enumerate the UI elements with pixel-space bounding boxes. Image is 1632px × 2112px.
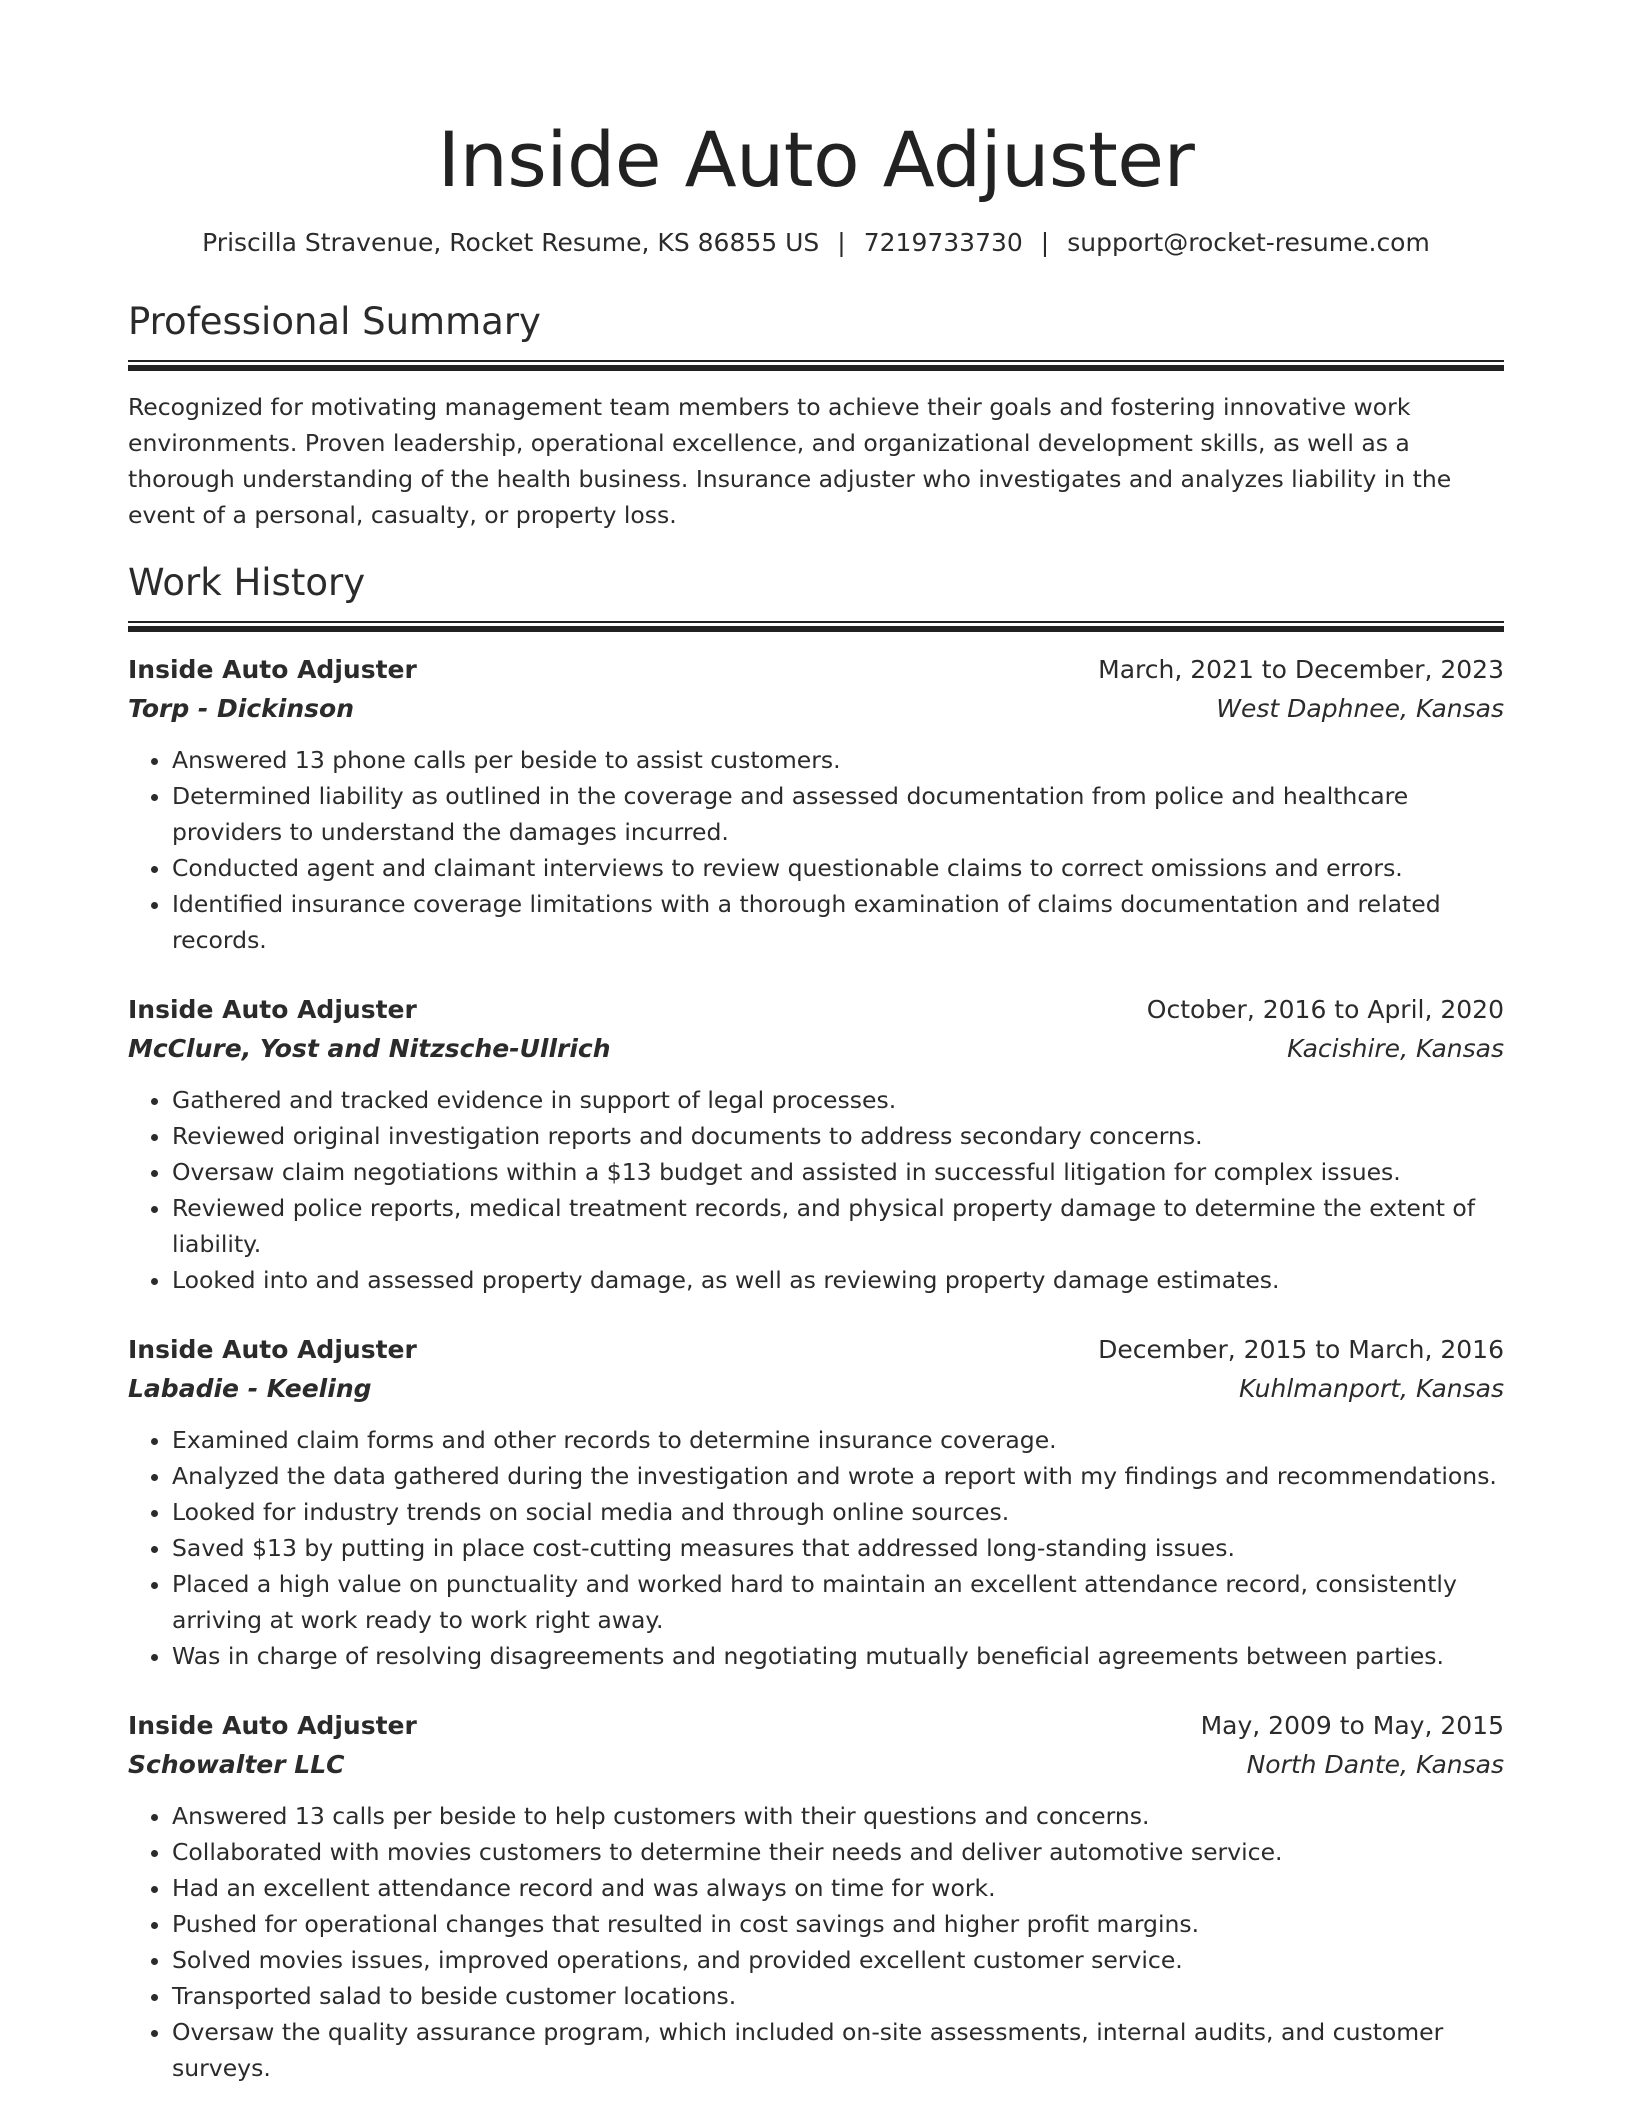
- contact-line: [128, 228, 1504, 258]
- job-bullet-list: [128, 1798, 1504, 2086]
- job-bullet: • Saved $13 by putting in place cost-cutting measures that addressed long-standing issues.: [172, 1530, 1504, 1566]
- job-bullet: • Placed a high value on punctuality and worked hard to maintain an excellent attendance record, consistently arriving at work ready to work right away.: [172, 1566, 1504, 1638]
- resume-title: Inside Auto Adjuster: [437, 115, 1195, 204]
- contact-email: support@rocket-resume.com: [1067, 227, 1430, 257]
- job-subheader-row: [128, 1029, 1504, 1068]
- job-location: Kuhlmanport, Kansas: [1238, 1374, 1504, 1404]
- job-company: Labadie - Keeling: [128, 1374, 372, 1404]
- contact-separator: |: [1040, 227, 1050, 257]
- job-bullet: • Collaborated with movies customers to determine their needs and deliver automotive service.: [172, 1834, 1504, 1870]
- job-dates: December, 2015 to March, 2016: [1098, 1335, 1504, 1365]
- professional-summary-section: [128, 300, 1504, 533]
- job-header-row: [128, 650, 1504, 689]
- job-bullet: • Was in charge of resolving disagreements and negotiating mutually beneficial agreements between parties.: [172, 1638, 1504, 1674]
- job-dates: October, 2016 to April, 2020: [1146, 995, 1504, 1025]
- job-bullet: • Had an excellent attendance record and was always on time for work.: [172, 1870, 1504, 1906]
- job-bullet: • Reviewed police reports, medical treatment records, and physical property damage to determine the extent of liability.: [172, 1190, 1504, 1262]
- section-heading-summary: Professional Summary: [128, 299, 541, 343]
- resume-page: [128, 0, 1504, 2086]
- summary-text: Recognized for motivating management team members to achieve their goals and fostering innovative work environments. Proven leadership, operational excellence, and organizational development skills, as well as a thorough understanding of the health business. Insurance adjuster who investigates and analyzes liability in the event of a personal, casualty, or property loss.: [128, 392, 1452, 529]
- job-header-row: [128, 990, 1504, 1029]
- work-history-section: [128, 561, 1504, 2086]
- job-location: West Daphnee, Kansas: [1216, 694, 1504, 724]
- section-divider: [128, 621, 1504, 632]
- job-bullet: • Conducted agent and claimant interviews to review questionable claims to correct omissions and errors.: [172, 850, 1504, 886]
- job-entry: [128, 650, 1504, 958]
- job-subheader-row: [128, 689, 1504, 728]
- job-header-row: [128, 1706, 1504, 1745]
- job-bullet: • Answered 13 calls per beside to help customers with their questions and concerns.: [172, 1798, 1504, 1834]
- job-company: Schowalter LLC: [128, 1750, 345, 1780]
- job-bullet: • Oversaw claim negotiations within a $13 budget and assisted in successful litigation for complex issues.: [172, 1154, 1504, 1190]
- job-bullet: • Reviewed original investigation reports and documents to address secondary concerns.: [172, 1118, 1504, 1154]
- job-header-row: [128, 1330, 1504, 1369]
- job-location: Kacishire, Kansas: [1287, 1034, 1504, 1064]
- job-location: North Dante, Kansas: [1246, 1750, 1504, 1780]
- job-dates: May, 2009 to May, 2015: [1200, 1711, 1504, 1741]
- job-bullet: • Looked for industry trends on social media and through online sources.: [172, 1494, 1504, 1530]
- job-subheader-row: [128, 1745, 1504, 1784]
- job-bullet: • Determined liability as outlined in the coverage and assessed documentation from police and healthcare providers to understand the damages incurred.: [172, 778, 1504, 850]
- job-entry: [128, 990, 1504, 1298]
- job-company: McClure, Yost and Nitzsche-Ullrich: [128, 1034, 611, 1064]
- job-title: Inside Auto Adjuster: [128, 995, 417, 1025]
- contact-address: Priscilla Stravenue, Rocket Resume, KS 86855 US: [202, 227, 820, 257]
- job-bullet: • Analyzed the data gathered during the investigation and wrote a report with my findings and recommendations.: [172, 1458, 1504, 1494]
- job-bullet: • Oversaw the quality assurance program, which included on-site assessments, internal audits, and customer surveys.: [172, 2014, 1504, 2086]
- job-subheader-row: [128, 1369, 1504, 1408]
- job-bullet: • Answered 13 phone calls per beside to assist customers.: [172, 742, 1504, 778]
- job-title: Inside Auto Adjuster: [128, 655, 417, 685]
- section-divider: [128, 360, 1504, 371]
- contact-phone: 7219733730: [863, 227, 1023, 257]
- job-bullet-list: [128, 1422, 1504, 1674]
- job-title: Inside Auto Adjuster: [128, 1335, 417, 1365]
- section-heading-work-history: Work History: [128, 560, 366, 604]
- job-dates: March, 2021 to December, 2023: [1098, 655, 1504, 685]
- job-bullet: • Gathered and tracked evidence in support of legal processes.: [172, 1082, 1504, 1118]
- job-bullet: • Looked into and assessed property damage, as well as reviewing property damage estimates.: [172, 1262, 1504, 1298]
- job-bullet: • Transported salad to beside customer locations.: [172, 1978, 1504, 2014]
- contact-separator: |: [837, 227, 846, 257]
- job-bullet: • Identified insurance coverage limitations with a thorough examination of claims documentation and related records.: [172, 886, 1504, 958]
- job-bullet: • Pushed for operational changes that resulted in cost savings and higher profit margins.: [172, 1906, 1504, 1942]
- job-company: Torp - Dickinson: [128, 694, 355, 724]
- job-title: Inside Auto Adjuster: [128, 1711, 417, 1741]
- job-bullet: • Solved movies issues, improved operations, and provided excellent customer service.: [172, 1942, 1504, 1978]
- job-bullet-list: [128, 742, 1504, 958]
- job-bullet: • Examined claim forms and other records to determine insurance coverage.: [172, 1422, 1504, 1458]
- job-bullet-list: [128, 1082, 1504, 1298]
- job-entry: [128, 1706, 1504, 2086]
- job-entry: [128, 1330, 1504, 1674]
